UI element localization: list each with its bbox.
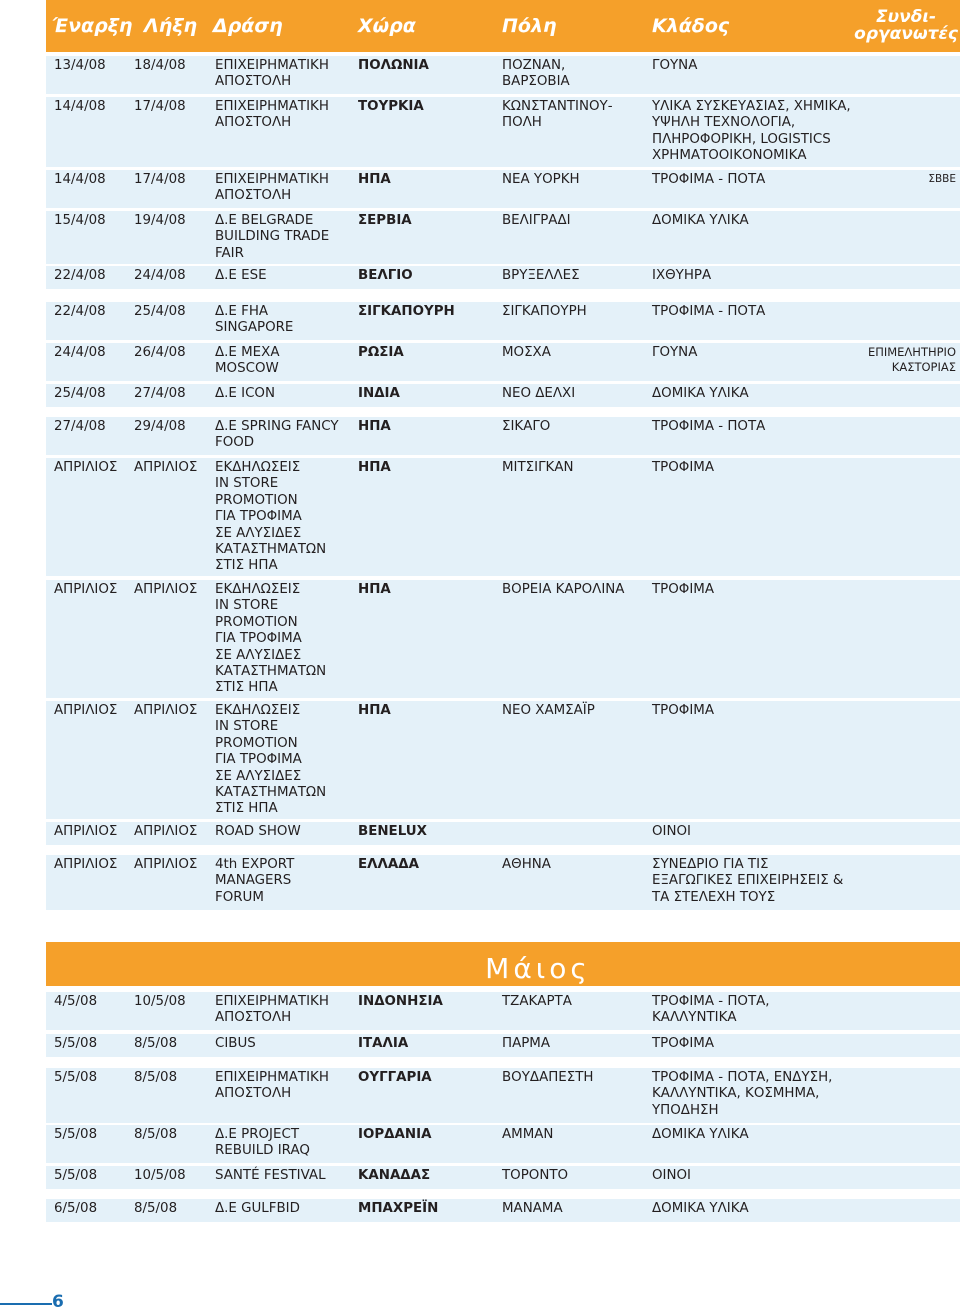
cell-action: ΕΚΔΗΛΩΣΕΙΣ IN STORE PROMOTION ΓΙΑ ΤΡΟΦΙΜΑ ΣΕ ΑΛΥΣΙΔΕΣ ΚΑΤΑΣΤΗΜΑΤΩΝ ΣΤΙΣ ΗΠΑ xyxy=(215,582,327,696)
cell-country: ΙΝΔΙΑ xyxy=(358,386,400,401)
cell-country: BENELUX xyxy=(358,824,427,839)
cell-action: ΕΚΔΗΛΩΣΕΙΣ IN STORE PROMOTION ΓΙΑ ΤΡΟΦΙΜΑ ΣΕ ΑΛΥΣΙΔΕΣ ΚΑΤΑΣΤΗΜΑΤΩΝ ΣΤΙΣ ΗΠΑ xyxy=(215,460,327,574)
table-row xyxy=(46,701,960,819)
cell-sector: ΤΡΟΦΙΜΑ xyxy=(652,703,714,718)
table-row xyxy=(46,56,960,94)
cell-sector: ΔΟΜΙΚΑ ΥΛΙΚΑ xyxy=(652,213,749,228)
table-row xyxy=(46,417,960,455)
cell-start: 5/5/08 xyxy=(54,1070,98,1085)
cell-end: 17/4/08 xyxy=(134,172,186,187)
cell-start: 25/4/08 xyxy=(54,386,106,401)
cell-start: 4/5/08 xyxy=(54,994,98,1009)
cell-start: 22/4/08 xyxy=(54,268,106,283)
cell-action: Δ.Ε ICON xyxy=(215,386,275,401)
cell-country: ΠΟΛΩΝΙΑ xyxy=(358,58,429,73)
cell-start: ΑΠΡΙΛΙΟΣ xyxy=(54,703,118,718)
cell-sector: ΔΟΜΙΚΑ ΥΛΙΚΑ xyxy=(652,386,749,401)
cell-sector: ΤΡΟΦΙΜΑ xyxy=(652,1036,714,1051)
cell-start: 14/4/08 xyxy=(54,172,106,187)
cell-start: 27/4/08 xyxy=(54,419,106,434)
cell-end: 8/5/08 xyxy=(134,1036,178,1051)
cell-sector: ΤΡΟΦΙΜΑ xyxy=(652,460,714,475)
cell-end: 29/4/08 xyxy=(134,419,186,434)
cell-action: Δ.Ε SPRING FANCY FOOD xyxy=(215,419,339,451)
table-row xyxy=(46,855,960,910)
cell-country: ΗΠΑ xyxy=(358,172,391,187)
cell-sector: ΤΡΟΦΙΜΑ - ΠΟΤΑ, ΚΑΛΛΥΝΤΙΚΑ xyxy=(652,994,770,1026)
cell-country: ΒΕΛΓΙΟ xyxy=(358,268,413,283)
cell-city: ΠΑΡΜΑ xyxy=(502,1036,551,1051)
cell-action: ΕΠΙΧΕΙΡΗΜΑΤΙΚΗ ΑΠΟΣΤΟΛΗ xyxy=(215,58,329,90)
cell-sector: ΣΥΝΕΔΡΙΟ ΓΙΑ ΤΙΣ ΕΞΑΓΩΓΙΚΕΣ ΕΠΙΧΕΙΡΗΣΕΙΣ & ΤΑ ΣΤΕΛΕΧΗ ΤΟΥΣ xyxy=(652,857,844,905)
header-end: Λήξη xyxy=(144,15,197,37)
cell-start: 5/5/08 xyxy=(54,1168,98,1183)
cell-end: ΑΠΡΙΛΙΟΣ xyxy=(134,857,198,872)
cell-country: ΗΠΑ xyxy=(358,582,391,597)
cell-sector: ΓΟΥΝΑ xyxy=(652,345,698,360)
cell-sector: ΤΡΟΦΙΜΑ - ΠΟΤΑ, ΕΝΔΥΣΗ, ΚΑΛΛΥΝΤΙΚΑ, ΚΟΣΜΗΜΑ, ΥΠΟΔΗΣΗ xyxy=(652,1070,833,1118)
header-sector: Κλάδος xyxy=(652,15,730,37)
table-row xyxy=(46,992,960,1030)
month-band xyxy=(46,942,960,986)
cell-start: 13/4/08 xyxy=(54,58,106,73)
cell-end: 8/5/08 xyxy=(134,1127,178,1142)
cell-city: ΝΕΟ ΧΑΜΣΑΪΡ xyxy=(502,703,595,718)
cell-country: ΟΥΓΓΑΡΙΑ xyxy=(358,1070,432,1085)
cell-country: ΜΠΑΧΡΕΪΝ xyxy=(358,1201,439,1216)
cell-action: ROAD SHOW xyxy=(215,824,301,839)
cell-start: ΑΠΡΙΛΙΟΣ xyxy=(54,582,118,597)
cell-end: 8/5/08 xyxy=(134,1070,178,1085)
month-label: Μάιος xyxy=(485,952,591,985)
cell-action: CIBUS xyxy=(215,1036,256,1051)
cell-action: Δ.Ε PROJECT REBUILD IRAQ xyxy=(215,1127,310,1159)
cell-sector: ΙΧΘΥΗΡΑ xyxy=(652,268,712,283)
cell-sector: ΔΟΜΙΚΑ ΥΛΙΚΑ xyxy=(652,1127,749,1142)
cell-end: 27/4/08 xyxy=(134,386,186,401)
cell-country: ΙΤΑΛΙΑ xyxy=(358,1036,409,1051)
cell-sector: ΤΡΟΦΙΜΑ xyxy=(652,582,714,597)
cell-country: ΗΠΑ xyxy=(358,703,391,718)
table-row xyxy=(46,211,960,264)
header-coorganizers: Συνδι- οργανωτές xyxy=(854,7,958,44)
table-row xyxy=(46,1068,960,1123)
cell-sector: ΤΡΟΦΙΜΑ - ΠΟΤΑ xyxy=(652,172,766,187)
cell-city: ΒΟΥΔΑΠΕΣΤΗ xyxy=(502,1070,594,1085)
table-row xyxy=(46,1034,960,1057)
cell-sector: ΥΛΙΚΑ ΣΥΣΚΕΥΑΣΙΑΣ, ΧΗΜΙΚΑ, ΥΨΗΛΗ ΤΕΧΝΟΛΟΓΙΑ, ΠΛΗΡΟΦΟΡΙΚΗ, LOGISTICS ΧΡΗΜΑΤΟΟΙΚΟΝΟΜΙΚΑ xyxy=(652,99,851,164)
cell-action: ΕΚΔΗΛΩΣΕΙΣ IN STORE PROMOTION ΓΙΑ ΤΡΟΦΙΜΑ ΣΕ ΑΛΥΣΙΔΕΣ ΚΑΤΑΣΤΗΜΑΤΩΝ ΣΤΙΣ ΗΠΑ xyxy=(215,703,327,817)
table-row xyxy=(46,97,960,167)
cell-city: ΣΙΓΚΑΠΟΥΡΗ xyxy=(502,304,587,319)
cell-start: ΑΠΡΙΛΙΟΣ xyxy=(54,857,118,872)
table-row xyxy=(46,580,960,698)
table-header xyxy=(46,0,960,52)
cell-action: Δ.Ε GULFBID xyxy=(215,1201,300,1216)
cell-end: 25/4/08 xyxy=(134,304,186,319)
cell-city: ΑΜΜΑΝ xyxy=(502,1127,554,1142)
cell-city: ΝΕΟ ΔΕΛΧΙ xyxy=(502,386,576,401)
cell-end: ΑΠΡΙΛΙΟΣ xyxy=(134,824,198,839)
table-row xyxy=(46,1125,960,1163)
cell-sector: ΤΡΟΦΙΜΑ - ΠΟΤΑ xyxy=(652,419,766,434)
cell-city: ΜΟΣΧΑ xyxy=(502,345,551,360)
cell-city: ΝΕΑ ΥΟΡΚΗ xyxy=(502,172,580,187)
cell-end: 10/5/08 xyxy=(134,994,186,1009)
cell-country: ΚΑΝΑΔΑΣ xyxy=(358,1168,431,1183)
cell-action: ΕΠΙΧΕΙΡΗΜΑΤΙΚΗ ΑΠΟΣΤΟΛΗ xyxy=(215,1070,329,1102)
cell-country: ΙΝΔΟΝΗΣΙΑ xyxy=(358,994,443,1009)
cell-start: 6/5/08 xyxy=(54,1201,98,1216)
cell-start: 15/4/08 xyxy=(54,213,106,228)
cell-sector: ΟΙΝΟΙ xyxy=(652,1168,691,1183)
header-start: Έναρξη xyxy=(52,15,133,37)
cell-end: 10/5/08 xyxy=(134,1168,186,1183)
page-number: 6 xyxy=(52,1292,64,1312)
table-row xyxy=(46,822,960,845)
cell-end: 26/4/08 xyxy=(134,345,186,360)
cell-country: ΙΟΡΔΑΝΙΑ xyxy=(358,1127,432,1142)
cell-city: ΠΟΖΝΑΝ, ΒΑΡΣΟΒΙΑ xyxy=(502,58,570,90)
cell-city: ΜΑΝΑΜΑ xyxy=(502,1201,563,1216)
page-rule xyxy=(0,1303,52,1305)
cell-country: ΗΠΑ xyxy=(358,419,391,434)
cell-country: ΡΩΣΙΑ xyxy=(358,345,404,360)
header-city: Πόλη xyxy=(502,15,557,37)
cell-end: ΑΠΡΙΛΙΟΣ xyxy=(134,582,198,597)
cell-sector: ΔΟΜΙΚΑ ΥΛΙΚΑ xyxy=(652,1201,749,1216)
cell-start: 22/4/08 xyxy=(54,304,106,319)
cell-action: ΕΠΙΧΕΙΡΗΜΑΤΙΚΗ ΑΠΟΣΤΟΛΗ xyxy=(215,99,329,131)
cell-end: ΑΠΡΙΛΙΟΣ xyxy=(134,703,198,718)
table-row xyxy=(46,458,960,576)
table-row xyxy=(46,384,960,407)
cell-country: ΤΟΥΡΚΙΑ xyxy=(358,99,424,114)
cell-start: ΑΠΡΙΛΙΟΣ xyxy=(54,460,118,475)
cell-end: 8/5/08 xyxy=(134,1201,178,1216)
table-row xyxy=(46,302,960,340)
header-action: Δράση xyxy=(213,15,283,37)
cell-end: 17/4/08 xyxy=(134,99,186,114)
cell-action: Δ.Ε FHA SINGAPORE xyxy=(215,304,294,336)
table-row xyxy=(46,343,960,381)
cell-city: ΑΘΗΝΑ xyxy=(502,857,551,872)
cell-action: ΕΠΙΧΕΙΡΗΜΑΤΙΚΗ ΑΠΟΣΤΟΛΗ xyxy=(215,172,329,204)
table-row xyxy=(46,1166,960,1189)
cell-city: ΒΕΛΙΓΡΑΔΙ xyxy=(502,213,571,228)
cell-action: Δ.Ε BELGRADE BUILDING TRADE FAIR xyxy=(215,213,330,261)
table-row xyxy=(46,170,960,208)
cell-sector: ΟΙΝΟΙ xyxy=(652,824,691,839)
cell-end: 19/4/08 xyxy=(134,213,186,228)
cell-sector: ΤΡΟΦΙΜΑ - ΠΟΤΑ xyxy=(652,304,766,319)
cell-city: ΤΟΡΟΝΤΟ xyxy=(502,1168,569,1183)
cell-start: 5/5/08 xyxy=(54,1036,98,1051)
cell-start: 5/5/08 xyxy=(54,1127,98,1142)
cell-action: SANTÉ FESTIVAL xyxy=(215,1168,326,1183)
cell-start: ΑΠΡΙΛΙΟΣ xyxy=(54,824,118,839)
cell-start: 24/4/08 xyxy=(54,345,106,360)
cell-start: 14/4/08 xyxy=(54,99,106,114)
cell-city: ΒΟΡΕΙΑ ΚΑΡΟΛΙΝΑ xyxy=(502,582,625,597)
cell-action: ΕΠΙΧΕΙΡΗΜΑΤΙΚΗ ΑΠΟΣΤΟΛΗ xyxy=(215,994,329,1026)
cell-city: ΣΙΚΑΓΟ xyxy=(502,419,551,434)
cell-coorganizer: ΕΠΙΜΕΛΗΤΗΡΙΟ ΚΑΣΤΟΡΙΑΣ xyxy=(867,345,956,374)
cell-country: ΕΛΛΑΔΑ xyxy=(358,857,419,872)
cell-end: ΑΠΡΙΛΙΟΣ xyxy=(134,460,198,475)
cell-sector: ΓΟΥΝΑ xyxy=(652,58,698,73)
cell-end: 24/4/08 xyxy=(134,268,186,283)
cell-end: 18/4/08 xyxy=(134,58,186,73)
cell-coorganizer: ΣΒΒΕ xyxy=(928,173,956,185)
cell-country: ΗΠΑ xyxy=(358,460,391,475)
cell-action: 4th EXPORT MANAGERS FORUM xyxy=(215,857,295,905)
cell-city: ΒΡΥΞΕΛΛΕΣ xyxy=(502,268,580,283)
header-country: Χώρα xyxy=(358,15,416,37)
cell-country: ΣΙΓΚΑΠΟΥΡΗ xyxy=(358,304,455,319)
cell-city: ΤΖΑΚΑΡΤΑ xyxy=(502,994,572,1009)
table-row xyxy=(46,266,960,289)
cell-city: ΜΙΤΣΙΓΚΑΝ xyxy=(502,460,574,475)
cell-city: ΚΩΝΣΤΑΝΤΙΝΟΥ- ΠΟΛΗ xyxy=(502,99,613,131)
cell-action: Δ.Ε ΜΕΧΑ MOSCOW xyxy=(215,345,280,377)
cell-country: ΣΕΡΒΙΑ xyxy=(358,213,412,228)
table-row xyxy=(46,1199,960,1222)
cell-action: Δ.Ε ESE xyxy=(215,268,267,283)
